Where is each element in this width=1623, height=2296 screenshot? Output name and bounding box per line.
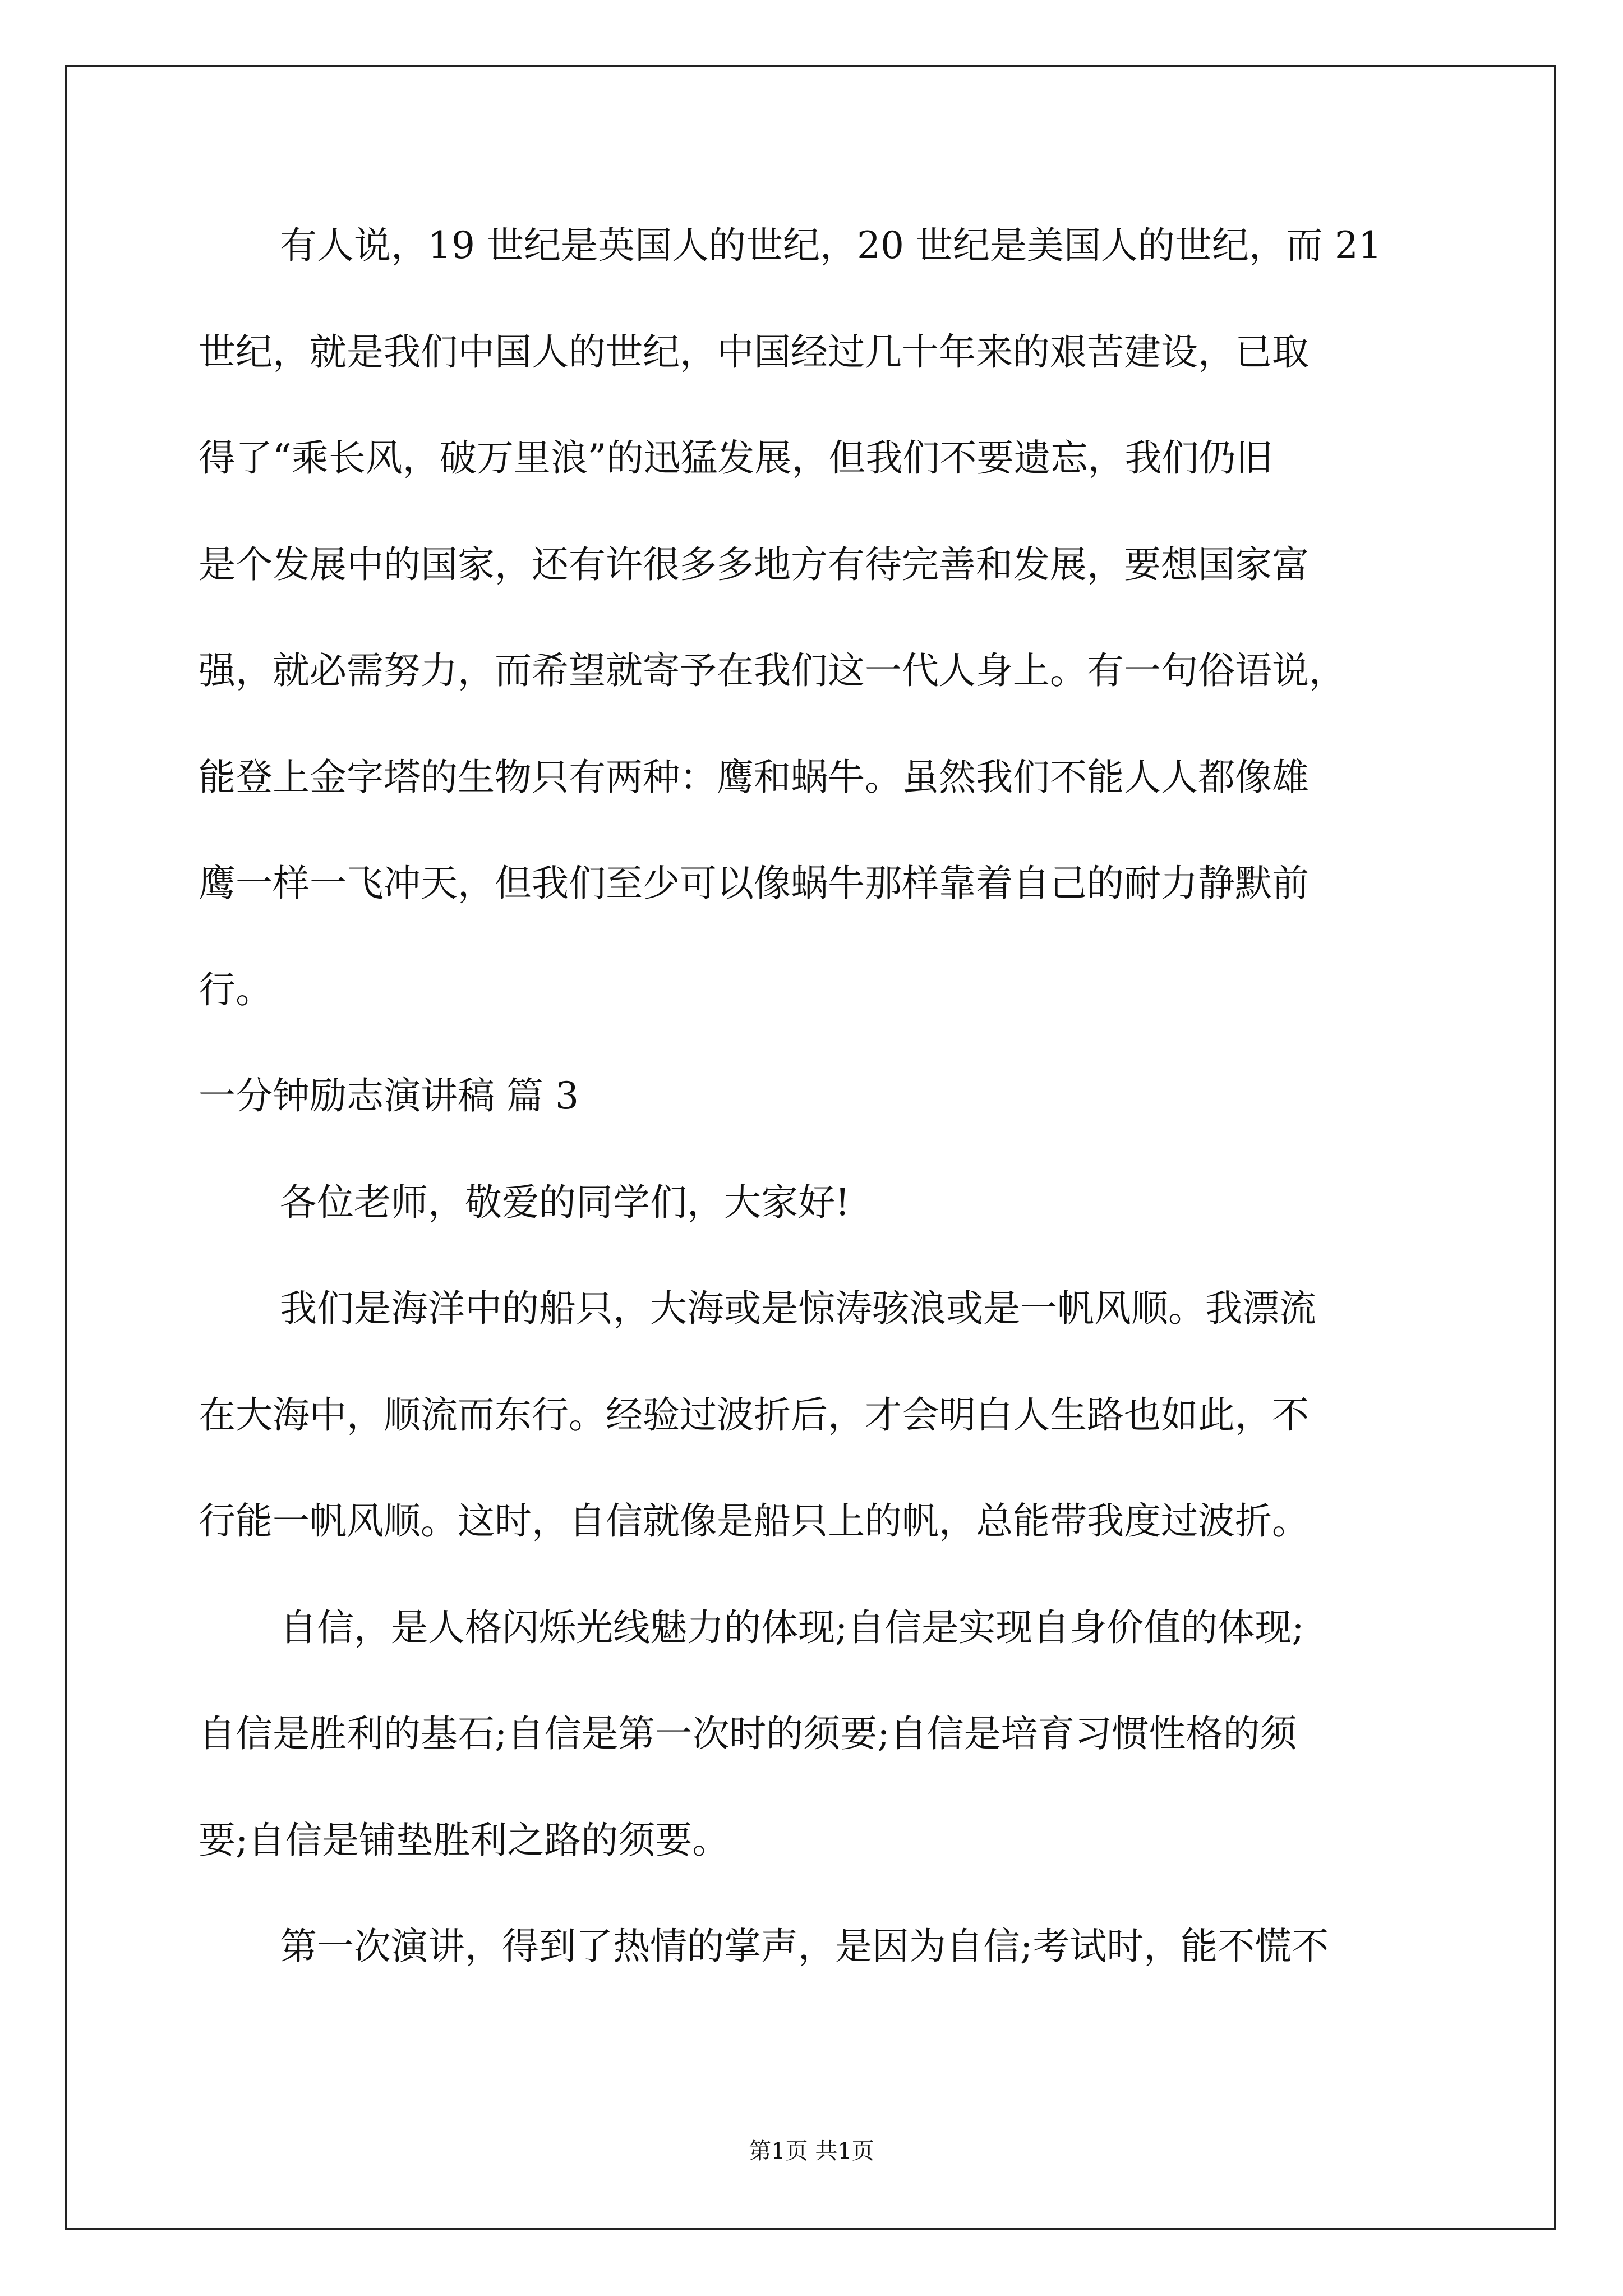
text-line: 行。 [199, 968, 273, 1011]
text-line: 世纪，就是我们中国人的世纪，中国经过几十年来的艰苦建设，已取 [199, 330, 1309, 374]
page-footer: 第1页 共1页 [749, 2138, 874, 2164]
section-heading: 一分钟励志演讲稿 篇 3 [199, 1074, 579, 1117]
text-line: 是个发展中的国家，还有许很多多地方有待完善和发展，要想国家富 [199, 543, 1309, 586]
text-line: 我们是海洋中的船只，大海或是惊涛骇浪或是一帆风顺。我漂流 [280, 1287, 1316, 1330]
text-line: 鹰一样一飞冲天，但我们至少可以像蜗牛那样靠着自己的耐力静默前 [199, 862, 1309, 905]
text-line: 要;自信是铺垫胜利之路的须要。 [199, 1819, 730, 1862]
text-line: 能登上金字塔的生物只有两种：鹰和蜗牛。虽然我们不能人人都像雄 [199, 756, 1309, 799]
text-line: 自信是胜利的基石;自信是第一次时的须要;自信是培育习惯性格的须 [199, 1712, 1297, 1755]
greeting-line: 各位老师，敬爱的同学们，大家好! [280, 1181, 850, 1224]
text-line: 强，就必需努力，而希望就寄予在我们这一代人身上。有一句俗语说， [199, 649, 1346, 692]
text-line: 行能一帆风顺。这时，自信就像是船只上的帆，总能带我度过波折。 [199, 1499, 1309, 1543]
text-line: 第一次演讲，得到了热情的掌声，是因为自信;考试时，能不慌不 [280, 1925, 1329, 1968]
page-border [65, 65, 1556, 2230]
text-line: 在大海中，顺流而东行。经验过波折后，才会明白人生路也如此，不 [199, 1393, 1309, 1437]
text-line: 有人说，19 世纪是英国人的世纪，20 世纪是美国人的世纪，而 21 [280, 224, 1382, 267]
text-line: 得了“乘长风，破万里浪”的迅猛发展，但我们不要遗忘，我们仍旧 [199, 436, 1273, 480]
text-line: 自信，是人格闪烁光线魅力的体现;自信是实现自身价值的体现; [280, 1606, 1304, 1649]
